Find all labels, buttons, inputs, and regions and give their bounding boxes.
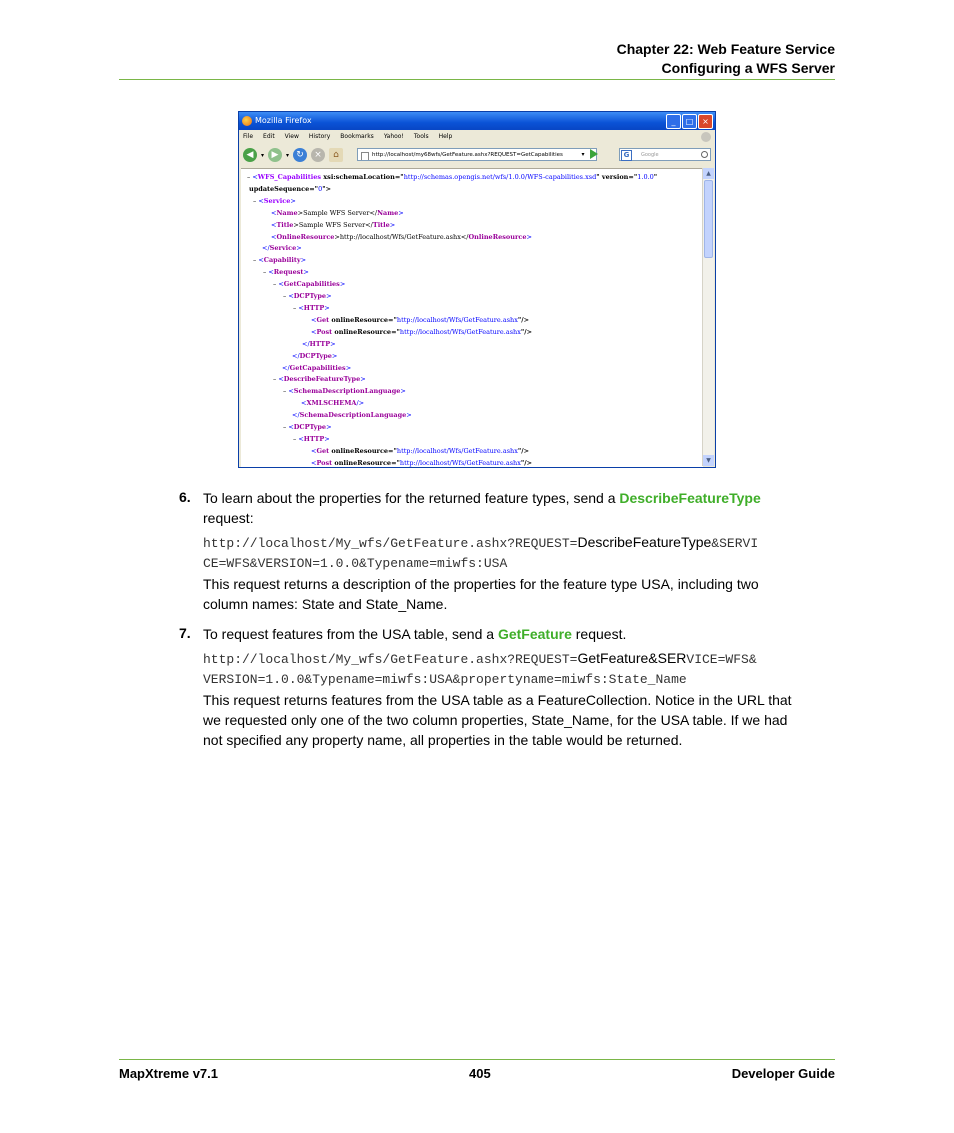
header-rule <box>119 79 835 80</box>
xml-line: – <DescribeFeatureType> <box>273 375 366 384</box>
page-number: 405 <box>469 1066 491 1081</box>
scroll-down-icon[interactable]: ▼ <box>703 455 714 466</box>
step-number: 7. <box>179 625 191 641</box>
step7-code: http://localhost/My_wfs/GetFeature.ashx?REQUEST=GetFeature&SERVICE=WFS& VERSION=1.0.0&Typename=miwfs:USA&propertyname=miwfs:State_Name <box>203 650 757 687</box>
xml-line: <Post onlineResource="http://localhost/Wfs/GetFeature.ashx"/> <box>311 327 533 336</box>
xml-line: – <HTTP> <box>293 303 330 312</box>
menu-history[interactable]: History <box>308 133 331 140</box>
search-placeholder: Google <box>641 152 659 158</box>
chapter-title: Chapter 22: Web Feature Service <box>616 41 835 57</box>
section-title: Configuring a WFS Server <box>661 60 835 76</box>
xml-line: <OnlineResource>http://localhost/Wfs/GetFeature.ashx</OnlineResource> <box>271 232 532 241</box>
xml-line: </DCPType> <box>292 351 338 360</box>
xml-line: – <HTTP> <box>293 434 330 443</box>
back-arrow-icon[interactable]: ◀ <box>243 148 257 162</box>
back-dropdown-icon[interactable]: ▾ <box>261 151 265 159</box>
menu-file[interactable]: File <box>243 133 254 140</box>
menu-tools[interactable]: Tools <box>413 133 429 140</box>
xml-line: <Title>Sample WFS Server</Title> <box>271 220 396 229</box>
xml-line: – <Service> <box>253 196 296 205</box>
xml-line: <Name>Sample WFS Server</Name> <box>271 208 404 217</box>
xml-line: </SchemaDescriptionLanguage> <box>292 411 412 420</box>
menu-view[interactable]: View <box>284 133 299 140</box>
firefox-logo-icon <box>242 116 252 126</box>
xml-line: – <DCPType> <box>283 423 332 432</box>
xml-line: – <WFS_Capabilities xsi:schemaLocation="http://schemas.opengis.net/wfs/1.0.0/WFS-capabilities.xsd" version="1.0.0" <box>247 173 658 181</box>
xml-line: – <Request> <box>263 268 309 277</box>
xml-line: </Service> <box>262 244 302 253</box>
google-icon[interactable]: G <box>621 150 632 161</box>
footer-rule <box>119 1059 835 1060</box>
menu-yahoo[interactable]: Yahoo! <box>383 133 404 140</box>
home-icon[interactable]: ⌂ <box>329 148 343 162</box>
xml-line: – <GetCapabilities> <box>273 280 346 289</box>
scroll-up-icon[interactable]: ▲ <box>703 168 714 179</box>
nav-toolbar <box>239 144 715 166</box>
menu-bookmarks[interactable]: Bookmarks <box>340 133 374 140</box>
xml-line: </HTTP> <box>302 339 336 348</box>
scroll-thumb[interactable] <box>704 180 713 258</box>
firefox-screenshot <box>238 111 716 468</box>
menu-edit[interactable]: Edit <box>263 133 275 140</box>
vertical-scrollbar[interactable] <box>702 168 714 466</box>
forward-dropdown-icon[interactable]: ▾ <box>286 151 290 159</box>
xml-content <box>241 168 703 467</box>
step6-instruction: To learn about the properties for the returned feature types, send a DescribeFeatureType request: <box>203 490 761 526</box>
search-icon[interactable] <box>701 151 708 158</box>
maximize-icon[interactable]: □ <box>682 114 697 129</box>
close-icon[interactable]: × <box>698 114 713 129</box>
xml-line: – <DCPType> <box>283 292 332 301</box>
url-dropdown-icon[interactable]: ▾ <box>581 151 585 158</box>
url-bar[interactable] <box>357 148 597 161</box>
getfeature-link[interactable]: GetFeature <box>497 626 572 642</box>
page-icon <box>361 152 369 161</box>
go-arrow-icon[interactable] <box>590 149 598 159</box>
minimize-icon[interactable]: _ <box>666 114 681 129</box>
search-bar[interactable] <box>619 148 711 161</box>
xml-line: <Get onlineResource="http://localhost/Wfs/GetFeature.ashx"/> <box>311 315 530 324</box>
forward-arrow-icon[interactable]: ▶ <box>268 148 282 162</box>
xml-line: <XMLSCHEMA/> <box>301 399 365 408</box>
throbber-icon <box>701 132 711 142</box>
xml-line: </GetCapabilities> <box>282 363 352 372</box>
window-title: Mozilla Firefox <box>255 116 312 125</box>
firefox-titlebar <box>239 112 715 130</box>
stop-icon[interactable]: × <box>311 148 325 162</box>
xml-line: updateSequence="0"> <box>249 184 332 193</box>
describefeaturetype-link[interactable]: DescribeFeatureType <box>619 490 761 506</box>
url-text: http://localhost/my68wfs/GetFeature.ashx?REQUEST=GetCapabilities <box>372 152 563 158</box>
footer-guide: Developer Guide <box>731 1066 835 1081</box>
xml-line: – <SchemaDescriptionLanguage> <box>283 387 406 396</box>
step-number: 6. <box>179 489 191 505</box>
step6-code: http://localhost/My_wfs/GetFeature.ashx?REQUEST=DescribeFeatureType&SERVI CE=WFS&VERSION=1.0.0&Typename=miwfs:USA <box>203 534 759 571</box>
menu-bar <box>239 130 715 144</box>
step6-result: This request returns a description of the properties for the feature type USA, including two column names: State and State_Name. <box>203 576 759 612</box>
xml-line: <Get onlineResource="http://localhost/Wfs/GetFeature.ashx"/> <box>311 446 530 455</box>
xml-line: – <Capability> <box>253 256 307 265</box>
footer-product: MapXtreme v7.1 <box>119 1066 218 1081</box>
step7-instruction: To request features from the USA table, send a GetFeature request. <box>203 626 627 642</box>
step7-result: This request returns features from the USA table as a FeatureCollection. Notice in the URL that we requested only one of the two column properties, State_Name, for the USA table. If we had not specified any property name, all properties in the table would be returned. <box>203 692 792 748</box>
reload-icon[interactable]: ↻ <box>293 148 307 162</box>
menu-help[interactable]: Help <box>438 133 453 140</box>
xml-line: <Post onlineResource="http://localhost/Wfs/GetFeature.ashx"/> <box>311 458 533 467</box>
